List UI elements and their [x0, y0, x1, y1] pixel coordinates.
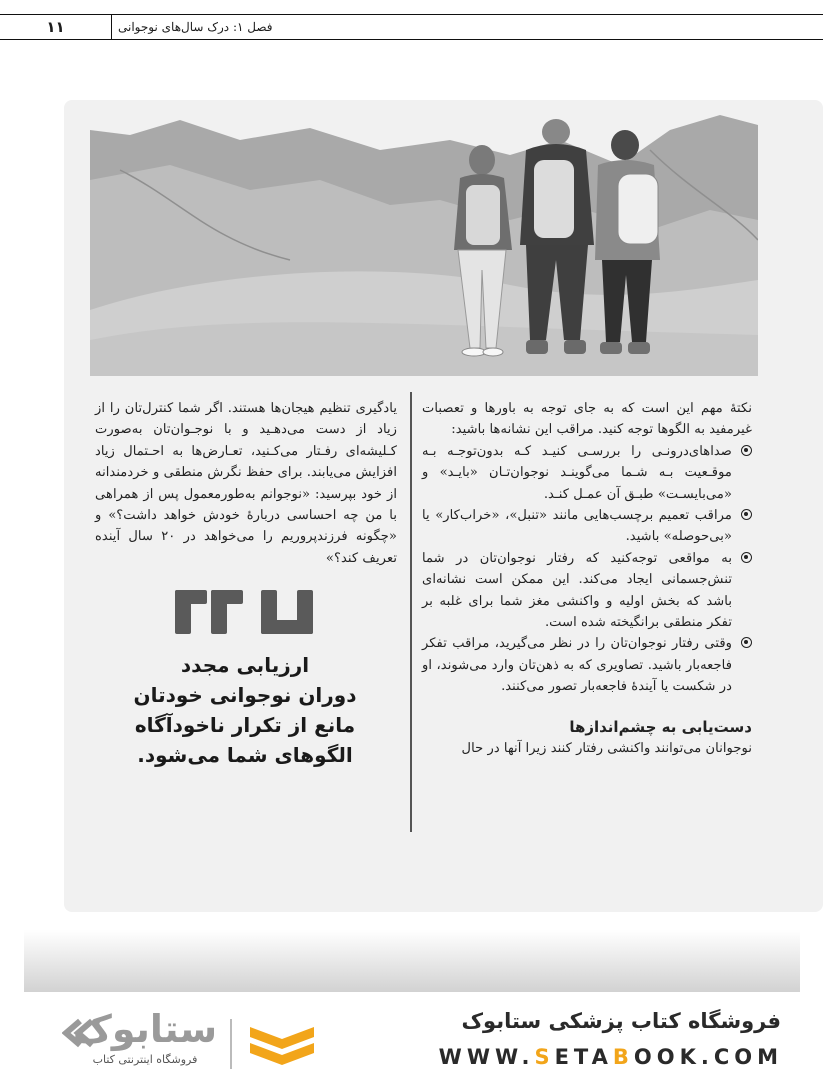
bullet-icon: [741, 445, 752, 456]
section-heading: دست‌یابی به چشم‌اندازها: [569, 717, 752, 736]
bullet-icon: [741, 552, 752, 563]
url-part: B: [612, 1045, 634, 1069]
section-paragraph: نوجوانان می‌توانند واکنشی رفتار کنند زیرا آنها در حال: [461, 740, 752, 756]
chapter-title: فصل ۱: درک سال‌های نوجوانی: [118, 20, 273, 34]
store-footer: [0, 995, 823, 1080]
bullet-text: صداهای‌درونـی را بررسـی کنیـد کـه بدون‌توجـه بـه موقـعیت بـه شـما می‌گوینـد نوجوان‌تـان «بایـد» و «می‌بایسـت» طبـق آن عمـل کنـد.: [422, 443, 732, 502]
column-divider: [410, 392, 412, 832]
logo-wordmark: ستابوک: [72, 1007, 218, 1051]
bullet-list: [422, 441, 752, 698]
url-part: ETA: [554, 1045, 613, 1069]
list-item: [422, 548, 752, 634]
continued-paragraph: یادگیری تنظیم هیجان‌ها هستند. اگر شما کنترل‌تان را از زیاد از دست می‌دهـید و با نوجـوان‌تان به‌صورت کـلیشه‌ای رفـتار می‌کـنید، تعـارض‌ها به احـتمال زیاد افزایش می‌یابند. برای حفظ نگرش منطقی و خردمندانه از خود بپرسید: «نوجوانم به‌طورمعمول پس از همراهی با من چه احساسی دربارهٔ خودش خواهد داشت؟» و «چگونه فرزندپروریم را می‌خواهد در ۲۰ سال آینده تعریف کند؟»: [95, 401, 397, 566]
pull-quote: [110, 650, 380, 770]
hikers-on-mountain-illustration: [90, 110, 758, 376]
pull-quote-line: مانع از تکرار ناخودآگاه: [134, 713, 356, 737]
url-part: WWW.: [438, 1045, 535, 1069]
list-item: [422, 505, 752, 548]
url-part: OOK.COM: [633, 1045, 783, 1069]
page-shadow: [24, 930, 800, 992]
store-url[interactable]: [439, 1045, 783, 1069]
list-item: [422, 441, 752, 505]
url-part: S: [534, 1045, 555, 1069]
left-column: [95, 398, 397, 569]
list-item: [422, 633, 752, 697]
pull-quote-line: دوران نوجوانی خودتان: [133, 683, 357, 707]
pull-quote-line: ارزیابی مجدد: [180, 653, 310, 677]
quotation-marks-icon: [175, 590, 315, 634]
store-title: فروشگاه کتاب پزشکی ستابوک: [461, 1009, 781, 1033]
intro-paragraph: نکتهٔ مهم این است که به جای توجه به باورها و تعصبات غیرمفید به الگوها توجه کنید. مراقب این نشانه‌ها باشید:: [422, 401, 752, 438]
bullet-text: به مواقعی توجه‌کنید که رفتار نوجوان‌تان در شما تنش‌جسمانی ایجاد می‌کند. این ممکن است نشانه‌ای باشد که بخش اولیه و واکنشی مغز شما برای غلبه بر تفکر منطقی برانگیخته شده است.: [422, 550, 732, 631]
bullet-text: مراقب تعمیم برچسب‌هایی مانند «تنبل»، «خراب‌کار» یا «بی‌حوصله» باشید.: [422, 508, 732, 545]
bullet-text: وقتی رفتار نوجوان‌تان را در نظر می‌گیرید، مراقب تفکر فاجعه‌بار باشید. تصاویری که به ذهن‌تان وارد می‌شوند، او در شکست یا آیندهٔ فاجعه‌بار تصور می‌کنند.: [422, 636, 732, 695]
running-header: [0, 14, 823, 40]
right-column: [422, 398, 752, 759]
bullet-icon: [741, 509, 752, 520]
page-number: ۱۱: [0, 15, 112, 39]
pull-quote-line: الگوهای شما می‌شود.: [137, 743, 353, 767]
bullet-icon: [741, 637, 752, 648]
pull-quote-block: [110, 590, 380, 770]
logo-caption: فروشگاه اینترنتی کتاب: [92, 1053, 198, 1066]
